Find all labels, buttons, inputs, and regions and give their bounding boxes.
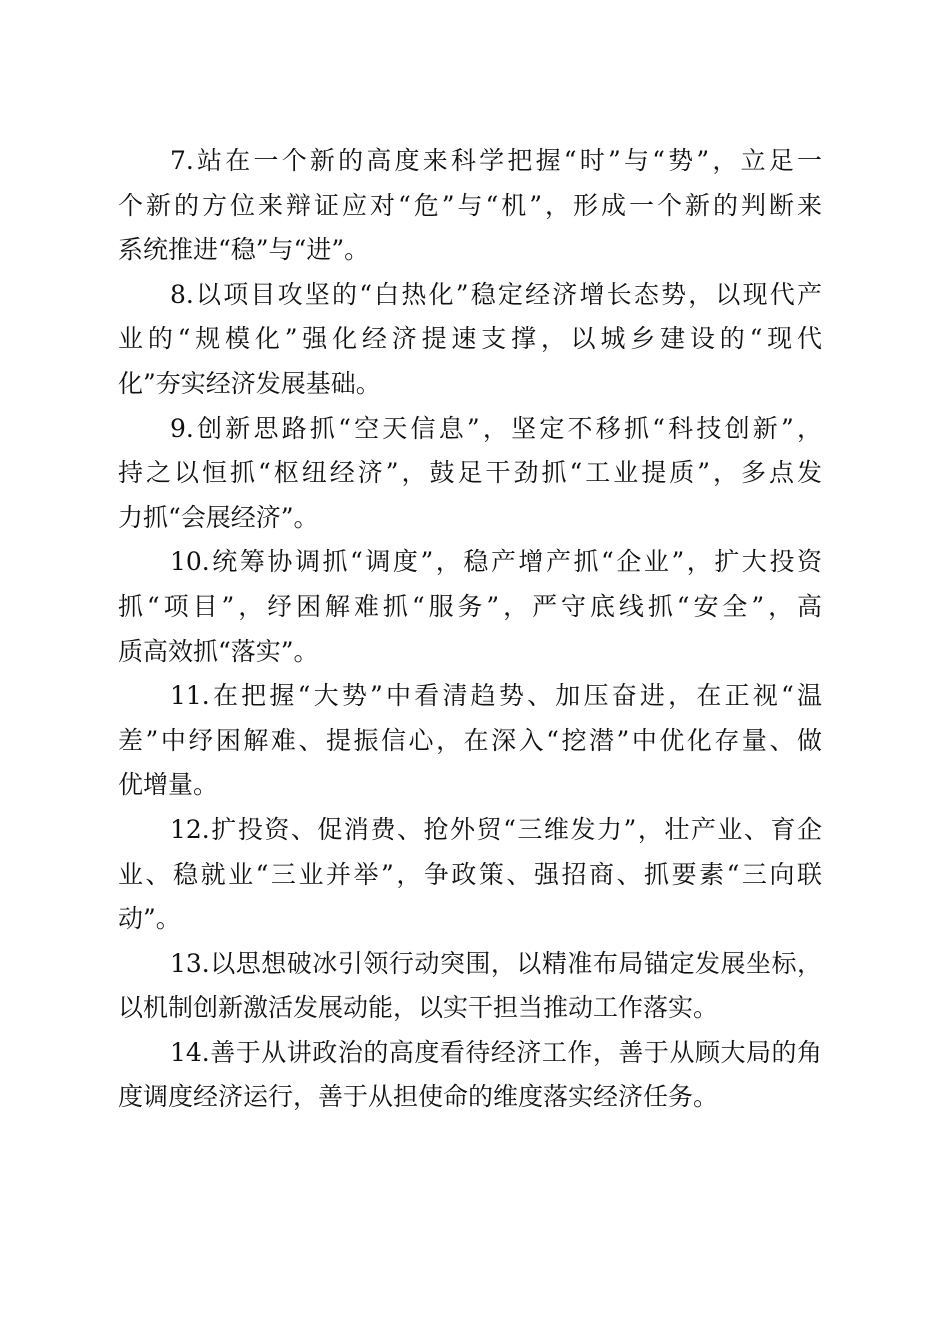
- paragraph-line: 业、稳就业“三业并举”，争政策、强招商、抓要素“三向联: [118, 859, 822, 889]
- paragraph-7: [118, 139, 822, 273]
- paragraph-11: [118, 674, 822, 808]
- paragraph-line: 力抓“会展经济”。: [118, 502, 319, 532]
- paragraph-line: 持之以恒抓“枢纽经济”，鼓足干劲抓“工业提质”，多点发: [118, 458, 822, 488]
- paragraph-line: 差”中纾困解难、提振信心，在深入“挖潜”中优化存量、做: [118, 725, 822, 755]
- document-body: [118, 139, 822, 1120]
- paragraph-line: 12.扩投资、促消费、抢外贸“三维发力”，壮产业、育企: [170, 814, 822, 844]
- paragraph-12: [118, 808, 822, 942]
- paragraph-line: 抓“项目”，纾困解难抓“服务”，严守底线抓“安全”，高: [118, 591, 822, 621]
- paragraph-10: [118, 540, 822, 674]
- paragraph-8: [118, 273, 822, 407]
- paragraph-line: 7.站在一个新的高度来科学把握“时”与“势”，立足一: [170, 146, 822, 175]
- paragraph-line: 化”夯实经济发展基础。: [118, 368, 381, 398]
- paragraph-line: 优增量。: [118, 770, 219, 800]
- paragraph-line: 8.以项目攻坚的“白热化”稳定经济增长态势，以现代产: [170, 279, 822, 309]
- paragraph-line: 系统推进“稳”与“进”。: [118, 235, 370, 265]
- paragraph-9: [118, 407, 822, 541]
- paragraph-line: 个新的方位来辩证应对“危”与“机”，形成一个新的判断来: [118, 190, 822, 220]
- paragraph-line: 动”。: [118, 904, 181, 934]
- paragraph-line: 质高效抓“落实”。: [118, 636, 319, 666]
- paragraph-line: 11.在把握“大势”中看清趋势、加压奋进，在正视“温: [170, 681, 822, 711]
- paragraph-line: 10.统筹协调抓“调度”，稳产增产抓“企业”，扩大投资: [170, 547, 822, 577]
- paragraph-13: [118, 942, 822, 1031]
- paragraph-line: 以机制创新激活发展动能，以实干担当推动工作落实。: [118, 993, 719, 1023]
- paragraph-line: 度调度经济运行，善于从担使命的维度落实经济任务。: [118, 1082, 719, 1112]
- paragraph-line: 业的“规模化”强化经济提速支撑，以城乡建设的“现代: [118, 324, 822, 354]
- paragraph-line: 9.创新思路抓“空天信息”，坚定不移抓“科技创新”，: [170, 413, 822, 443]
- paragraph-line: 13.以思想破冰引领行动突围，以精准布局锚定发展坐标，: [170, 948, 822, 978]
- paragraph-14: [118, 1031, 822, 1120]
- paragraph-line: 14.善于从讲政治的高度看待经济工作，善于从顾大局的角: [170, 1037, 822, 1067]
